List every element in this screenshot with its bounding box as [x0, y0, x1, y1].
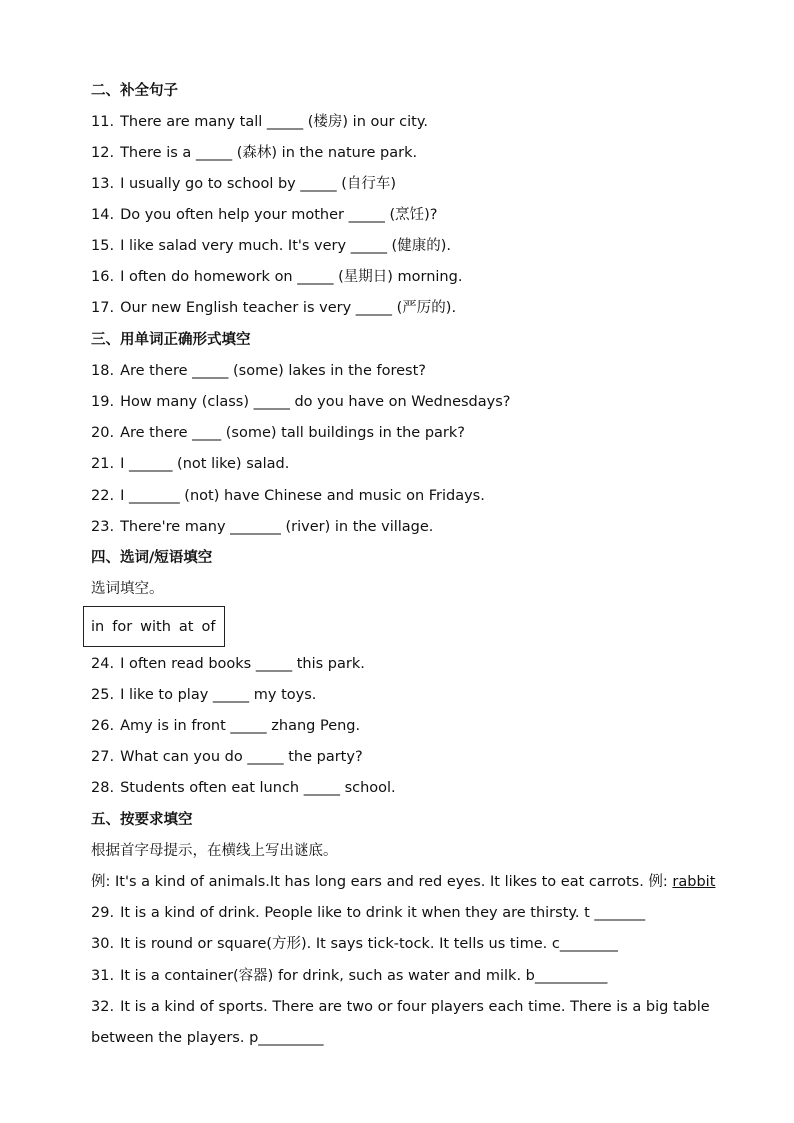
question-16	[91, 270, 462, 285]
question-number: 16.	[91, 269, 115, 285]
question-text: It is round or square(方形). It says tick-tock. It tells us time. c________	[120, 936, 618, 952]
question-20	[91, 426, 465, 441]
question-31	[91, 969, 607, 984]
question-number: 18.	[91, 363, 115, 379]
question-28	[91, 781, 396, 796]
word-bank-item: with	[140, 619, 171, 635]
question-text: Are there ____ (some) tall buildings in the park?	[120, 425, 465, 441]
section-heading-4: 四、选词/短语填空	[91, 550, 213, 566]
question-24	[91, 657, 365, 672]
question-number: 20.	[91, 425, 115, 441]
question-15	[91, 239, 451, 254]
section-5-instruction: 根据首字母提示，在横线上写出谜底。	[91, 843, 338, 859]
question-number: 14.	[91, 207, 115, 223]
example-text: 例: It's a kind of animals.It has long ears and red eyes. It likes to eat carrots. 例:	[91, 874, 673, 890]
question-19	[91, 395, 510, 410]
question-number: 31.	[91, 968, 115, 984]
question-number: 15.	[91, 238, 115, 254]
example-line	[91, 875, 715, 890]
word-bank-item: in	[91, 619, 105, 635]
section-4-instruction: 选词填空。	[91, 581, 164, 597]
question-number: 24.	[91, 656, 115, 672]
question-text: Students often eat lunch _____ school.	[120, 780, 396, 796]
question-text: I ______ (not like) salad.	[120, 456, 290, 472]
question-text: I _______ (not) have Chinese and music on Fridays.	[120, 488, 485, 504]
question-text: I often do homework on _____ (星期日) morning.	[120, 269, 463, 285]
question-text: What can you do _____ the party?	[120, 749, 363, 765]
word-bank-item: at	[178, 619, 194, 635]
question-text: I like to play _____ my toys.	[120, 687, 317, 703]
question-number: 26.	[91, 718, 115, 734]
question-number: 23.	[91, 519, 115, 535]
question-number: 28.	[91, 780, 115, 796]
word-bank-item: of	[201, 619, 216, 635]
question-number: 29.	[91, 905, 115, 921]
question-32-continued	[91, 1031, 324, 1046]
question-32	[91, 1000, 710, 1015]
question-29	[91, 906, 645, 921]
question-text: There're many _______ (river) in the village.	[120, 519, 434, 535]
question-text: It is a kind of sports. There are two or four players each time. There is a big table	[120, 999, 710, 1015]
question-text: between the players. p_________	[91, 1030, 324, 1046]
section-heading-5: 五、按要求填空	[91, 812, 193, 828]
question-text: I usually go to school by _____ (自行车)	[120, 176, 397, 192]
question-22	[91, 489, 485, 504]
question-number: 19.	[91, 394, 115, 410]
word-bank-item: for	[112, 619, 133, 635]
question-30	[91, 937, 618, 952]
section-heading-3: 三、用单词正确形式填空	[91, 332, 251, 348]
question-27	[91, 750, 363, 765]
question-13	[91, 177, 396, 192]
question-21	[91, 457, 289, 472]
section-heading-2: 二、补全句子	[91, 83, 178, 99]
question-26	[91, 719, 360, 734]
question-text: Our new English teacher is very _____ (严厉的).	[120, 300, 457, 316]
question-text: Do you often help your mother _____ (烹饪)?	[120, 207, 438, 223]
question-number: 30.	[91, 936, 115, 952]
question-text: I often read books _____ this park.	[120, 656, 365, 672]
question-number: 27.	[91, 749, 115, 765]
word-bank-box	[83, 606, 225, 647]
question-text: Are there _____ (some) lakes in the forest?	[120, 363, 426, 379]
question-number: 13.	[91, 176, 115, 192]
question-number: 32.	[91, 999, 115, 1015]
question-text: It is a container(容器) for drink, such as water and milk. b__________	[120, 968, 608, 984]
question-text: How many (class) _____ do you have on Wednesdays?	[120, 394, 511, 410]
question-number: 17.	[91, 300, 115, 316]
question-23	[91, 520, 433, 535]
question-11	[91, 115, 428, 130]
question-text: There is a _____ (森林) in the nature park.	[120, 145, 418, 161]
question-12	[91, 146, 417, 161]
question-number: 21.	[91, 456, 115, 472]
question-18	[91, 364, 426, 379]
question-text: I like salad very much. It's very _____ (健康的).	[120, 238, 451, 254]
question-number: 11.	[91, 114, 115, 130]
question-number: 12.	[91, 145, 115, 161]
question-14	[91, 208, 437, 223]
question-17	[91, 301, 456, 316]
question-25	[91, 688, 316, 703]
example-answer: rabbit	[672, 874, 716, 890]
question-text: There are many tall _____ (楼房) in our city.	[120, 114, 428, 130]
question-text: Amy is in front _____ zhang Peng.	[120, 718, 361, 734]
question-number: 25.	[91, 687, 115, 703]
question-number: 22.	[91, 488, 115, 504]
question-text: It is a kind of drink. People like to drink it when they are thirsty. t _______	[120, 905, 646, 921]
